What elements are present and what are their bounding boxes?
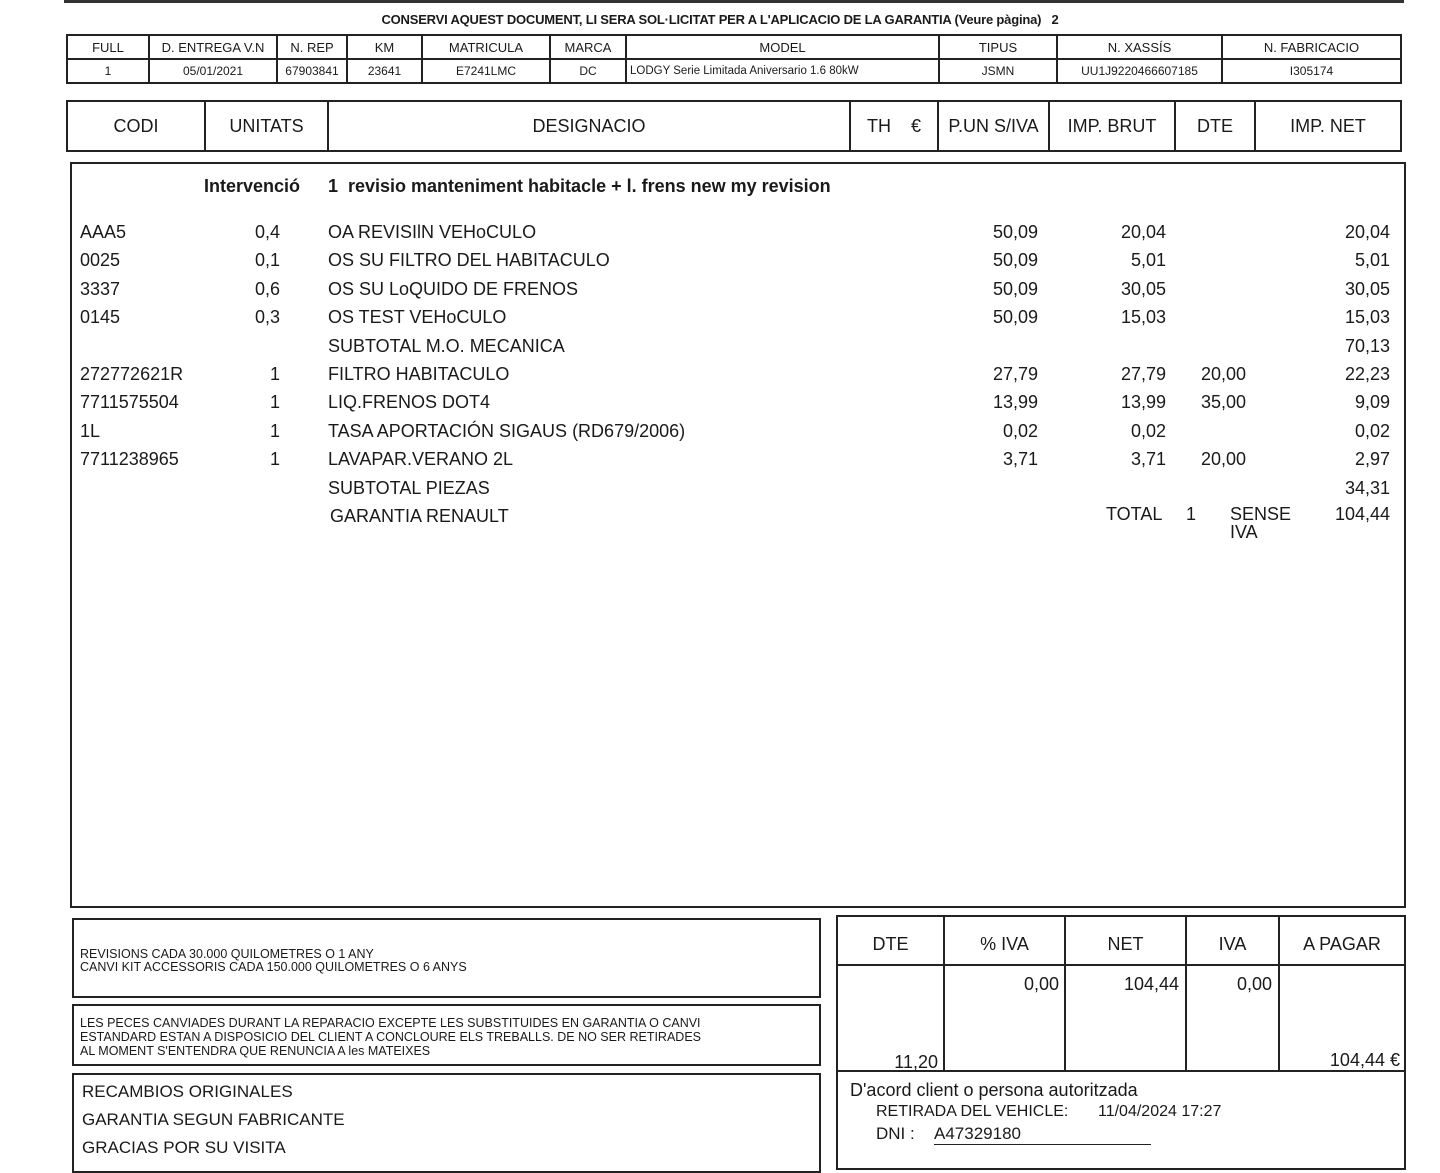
col-imp-brut: IMP. BRUT (1049, 101, 1175, 151)
line-pun: 3,71 (1002, 449, 1038, 470)
line-dte: 20,00 (1200, 449, 1246, 470)
items-body (70, 162, 1406, 908)
line-desc: OS TEST VEHoCULO (328, 307, 507, 328)
vv-entrega: 05/01/2021 (149, 59, 277, 83)
line-net: 70,13 (1344, 335, 1390, 356)
top-rule (64, 0, 1404, 3)
line-codi: 272772621R (80, 364, 184, 384)
line-pun: 50,09 (992, 307, 1038, 328)
garantia-label: GARANTIA RENAULT (330, 506, 509, 526)
line-unitats: 1 (269, 449, 280, 470)
total-iva: IVA (1230, 522, 1258, 542)
vv-full: 1 (67, 59, 149, 83)
retirada-value: 11/04/2024 17:27 (1098, 1103, 1222, 1120)
line-brut: 30,05 (1120, 278, 1166, 299)
line-desc: TASA APORTACIÓN SIGAUS (RD679/2006) (328, 420, 686, 441)
peces-line-2: ESTANDARD ESTAN A DISPOSICIO DEL CLIENT A CONCLOURE ELS TREBALLS. DE NO SER RETIRADES (80, 1030, 702, 1044)
retirada-label: RETIRADA DEL VEHICLE: (876, 1103, 1069, 1120)
line-pun: 27,79 (992, 364, 1038, 384)
line-pun: 50,09 (992, 222, 1038, 242)
sum-h-iva: IVA (1218, 934, 1247, 954)
line-brut: 13,99 (1120, 392, 1166, 413)
footer-line-2: GARANTIA SEGUN FABRICANTE (82, 1110, 345, 1129)
line-net: 30,05 (1344, 278, 1390, 299)
sum-iva: 0,00 (1236, 974, 1272, 994)
line-codi: 7711238965 (80, 449, 179, 470)
line-unitats: 0,4 (254, 222, 280, 242)
line-pun: 0,02 (1002, 420, 1038, 441)
vv-tipus: JSMN (939, 59, 1057, 83)
intervention-number: 1 (328, 176, 339, 196)
line-codi: 7711575504 (80, 392, 179, 413)
line-dte: 20,00 (1200, 364, 1246, 384)
line-desc: FILTRO HABITACULO (328, 364, 510, 384)
line-desc: LIQ.FRENOS DOT4 (328, 392, 491, 413)
intervention-label: Intervenció (204, 176, 301, 196)
col-dte: DTE (1175, 101, 1255, 151)
line-brut: 3,71 (1130, 449, 1166, 470)
total-label: TOTAL (1106, 504, 1163, 524)
vh-matricula: MATRICULA (422, 35, 550, 59)
vh-nrep: N. REP (277, 35, 347, 59)
line-net: 22,23 (1344, 364, 1390, 384)
vh-xassis: N. XASSÍS (1057, 35, 1222, 59)
line-unitats: 1 (269, 420, 280, 441)
vehicle-table (66, 34, 1402, 84)
warning-text: CONSERVI AQUEST DOCUMENT, LI SERA SOL·LICITAT PER A L'APLICACIO DE LA GARANTIA (Veure pàgina) (381, 12, 1042, 27)
line-net: 15,03 (1344, 307, 1390, 328)
summary-header-rule (836, 964, 1406, 966)
line-codi: 0145 (80, 307, 121, 328)
col-th (850, 101, 938, 151)
line-net: 5,01 (1354, 250, 1390, 271)
col-pun: P.UN S/IVA (938, 101, 1049, 151)
line-codi: AAA5 (80, 222, 127, 242)
line-brut: 15,03 (1120, 307, 1166, 328)
footer-line-1: RECAMBIOS ORIGINALES (82, 1082, 293, 1101)
warranty-warning (0, 12, 1440, 27)
vh-entrega: D. ENTREGA V.N (149, 35, 277, 59)
footer-line-3: GRACIAS POR SU VISITA (82, 1138, 286, 1157)
line-pun: 50,09 (992, 250, 1038, 271)
vh-marca: MARCA (550, 35, 626, 59)
line-unitats: 1 (269, 364, 280, 384)
col-euro-label: € (911, 115, 922, 136)
line-desc: OS SU FILTRO DEL HABITACULO (328, 250, 610, 271)
line-pun: 50,09 (992, 278, 1038, 299)
sum-apagar: 104,44 € (1329, 1050, 1400, 1070)
sum-dte: 11,20 (894, 1052, 938, 1072)
sum-h-net: NET (1107, 934, 1144, 954)
items-header (66, 100, 1402, 152)
peces-line-1: LES PECES CANVIADES DURANT LA REPARACIO EXCEPTE LES SUBSTITUIDES EN GARANTIA O CANVI (80, 1016, 701, 1030)
line-codi: 3337 (80, 278, 121, 299)
total-value: 104,44 (1334, 504, 1390, 524)
line-unitats: 0,6 (254, 278, 280, 299)
line-unitats: 1 (269, 392, 280, 413)
line-unitats: 0,3 (254, 307, 280, 328)
vv-fabricacio: I305174 (1222, 59, 1401, 83)
col-th-label: TH (866, 115, 891, 136)
line-desc: OS SU LoQUIDO DE FRENOS (328, 278, 579, 299)
col-codi: CODI (67, 101, 205, 151)
dni-label: DNI : (876, 1124, 915, 1143)
dni-value: A47329180 (934, 1124, 1151, 1145)
line-net: 2,97 (1354, 449, 1390, 470)
line-desc: SUBTOTAL M.O. MECANICA (328, 335, 565, 356)
peces-line-3: AL MOMENT S'ENTENDRA QUE RENUNCIA A les MATEIXES (80, 1044, 431, 1058)
page-ref: 2 (1051, 12, 1059, 27)
col-imp-net: IMP. NET (1255, 101, 1401, 151)
sum-h-apagar: A PAGAR (1303, 934, 1381, 954)
intervention-text: revisio manteniment habitacle + l. frens new my revision (348, 176, 831, 196)
line-desc: OA REVISIlN VEHoCULO (328, 222, 537, 242)
vv-model: LODGY Serie Limitada Aniversario 1.6 80kW (626, 59, 939, 83)
vh-tipus: TIPUS (939, 35, 1057, 59)
sum-net: 104,44 (1123, 974, 1179, 994)
vv-nrep: 67903841 (277, 59, 347, 83)
vv-km: 23641 (347, 59, 422, 83)
sum-h-pctiva: % IVA (980, 934, 1029, 954)
line-codi: 0025 (80, 250, 121, 271)
col-unitats: UNITATS (205, 101, 328, 151)
sum-pctiva: 0,00 (1023, 974, 1059, 994)
line-brut: 20,04 (1120, 222, 1166, 242)
line-desc: SUBTOTAL PIEZAS (328, 477, 490, 498)
line-dte: 35,00 (1200, 392, 1246, 413)
line-brut: 0,02 (1130, 420, 1166, 441)
vv-marca: DC (550, 59, 626, 83)
line-pun: 13,99 (992, 392, 1038, 413)
total-sense: SENSE (1230, 504, 1292, 524)
line-desc: LAVAPAR.VERANO 2L (328, 449, 514, 470)
vv-matricula: E7241LMC (422, 59, 550, 83)
revisions-line-2: CANVI KIT ACCESSORIS CADA 150.000 QUILOMETRES O 6 ANYS (80, 960, 467, 974)
vv-xassis: UU1J9220466607185 (1057, 59, 1222, 83)
vh-fabricacio: N. FABRICACIO (1222, 35, 1401, 59)
total-num: 1 (1186, 504, 1197, 524)
vh-model: MODEL (626, 35, 939, 59)
sum-h-dte: DTE (872, 934, 909, 954)
line-brut: 27,79 (1120, 364, 1166, 384)
vh-full: FULL (67, 35, 149, 59)
line-unitats: 0,1 (254, 250, 280, 271)
client-acord: D'acord client o persona autoritzada (850, 1080, 1138, 1100)
line-net: 9,09 (1354, 392, 1390, 413)
line-net: 34,31 (1344, 477, 1390, 498)
revisions-line-1: REVISIONS CADA 30.000 QUILOMETRES O 1 ANY (80, 947, 374, 961)
line-net: 20,04 (1344, 222, 1390, 242)
line-codi: 1L (80, 420, 101, 441)
vh-km: KM (347, 35, 422, 59)
col-designacio: DESIGNACIO (328, 101, 850, 151)
line-brut: 5,01 (1130, 250, 1166, 271)
line-net: 0,02 (1354, 420, 1390, 441)
